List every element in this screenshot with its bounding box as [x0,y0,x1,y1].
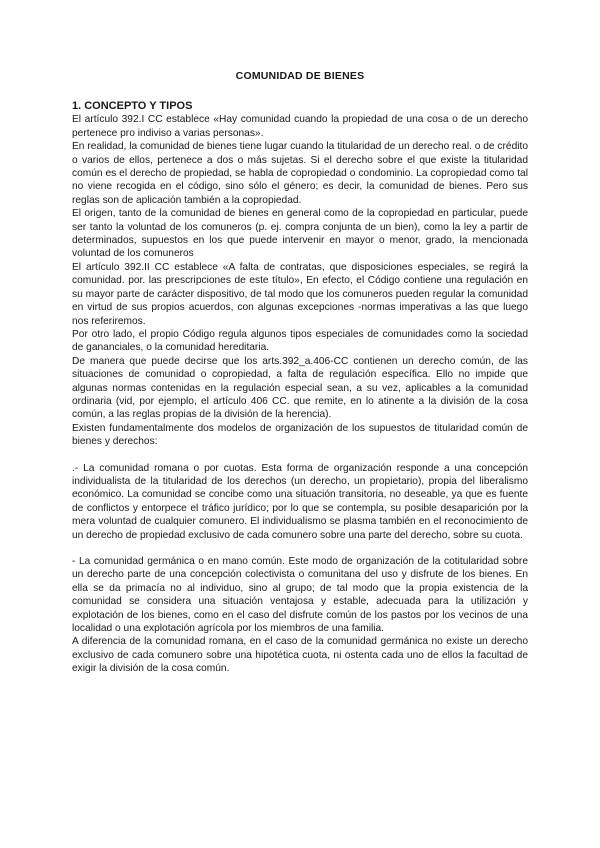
paragraph-realidad: En realidad, la comunidad de bienes tiene lugar cuando la titularidad de un derecho real. o de crédito o varios de ellos, pertenece a dos o más sujetas. Si el derecho sobre el que existe la titularidad común es el derecho de propiedad, se habla de copropiedad o condominio. La copropiedad como tal no viene recogida en el código, sino sólo el género; es decir, la comunidad de bienes. Pero sus reglas son de aplicación también a la copropiedad. [72,141,528,206]
section-heading: 1. CONCEPTO Y TIPOS [72,100,193,113]
paragraph-modelos: Existen fundamentalmente dos modelos de organización de los supuestos de titularidad común de bienes y derechos: [72,422,528,448]
paragraph-tipos-especiales: Por otro lado, el propio Código regula algunos tipos especiales de comunidades como la sociedad de gananciales, o la comunidad hereditaria. [72,328,528,354]
paragraph-derecho-comun: De manera que puede decirse que los arts.392_a.406-CC contienen un derecho común, de las situaciones de comunidad o copropiedad, a falta de regulación específica. Ello no impide que algunas normas contenidas en la regulación especial sean, a su vez, aplicables a la comunidad ordinaria (vid, por ejemplo, el artículo 406 CC. que remite, en lo atinente a la división de la cosa común, a las reglas propias de la división de la herencia). [72,355,528,421]
document-page [72,70,528,676]
paragraph-article-392-i: El artículo 392.I CC establece «Hay comunidad cuando la propiedad de una cosa o de un derecho pertenece pro indiviso a varias personas». [72,114,528,139]
paragraph-article-392-ii: El artículo 392.II CC establece «A falta de contratas, que disposiciones especiales, se regirá la comunidad. por. las prescripciones de este título», En efecto, el Código contiene una regulación en su mayor parte de carácter dispositivo, de tal modo que los comuneros pueden regular la comunidad en virtud de sus propios acuerdos, con algunas excepciones -normas imperativas a las que luego nos referiremos. [72,261,528,327]
paragraph-origen: El origen, tanto de la comunidad de bienes en general como de la copropiedad en particular, puede ser tanto la voluntad de los comuneros (p. ej. compra conjunta de un bien), como la ley a partir de determinados, supuestos en los que puede intervenir en mayor o menor, grado, la mencionada voluntad de los comuneros [72,208,528,260]
paragraph-comunidad-romana: .- La comunidad romana o por cuotas. Esta forma de organización responde a una concepción individualista de la titularidad de los derechos (un derecho, un propietario), propia del liberalismo económico. La comunidad se concibe como una situación transitoria, no deseable, ya que es fuente de conflictos y entorpece el tráfico jurídico; por lo que se contempla, su posible desaparición por la mera voluntad de cualquier comunero. El individualismo se plasma también en el reconocimiento de un derecho de propiedad exclusivo de cada comunero sobre una parte del derecho, sobre su cuota. [72,462,528,541]
document-title: COMUNIDAD DE BIENES [235,70,365,82]
paragraph-conclusion: A diferencia de la comunidad romana, en el caso de la comunidad germánica no existe un derecho exclusivo de cada comunero sobre una hipotética cuota, ni ostenta cada uno de ellos la facultad de exigir la división de la cosa común. [72,636,528,675]
paragraph-comunidad-germanica: - La comunidad germánica o en mano común. Este modo de organización de la cotitularidad sobre un derecho parte de una concepción colectivista o comunitana del uso y disfrute de los bienes. En ella se da primacía no al individuo, sino al grupo; de tal modo que la propia existencia de la comunidad se considera una situación ventajosa y estable, adecuada para la utilización y explotación de los bienes, como en el caso del disfrute común de los pastos por los vecinos de una localidad o una explotación agrícola por los miembros de una familia. [72,556,528,635]
